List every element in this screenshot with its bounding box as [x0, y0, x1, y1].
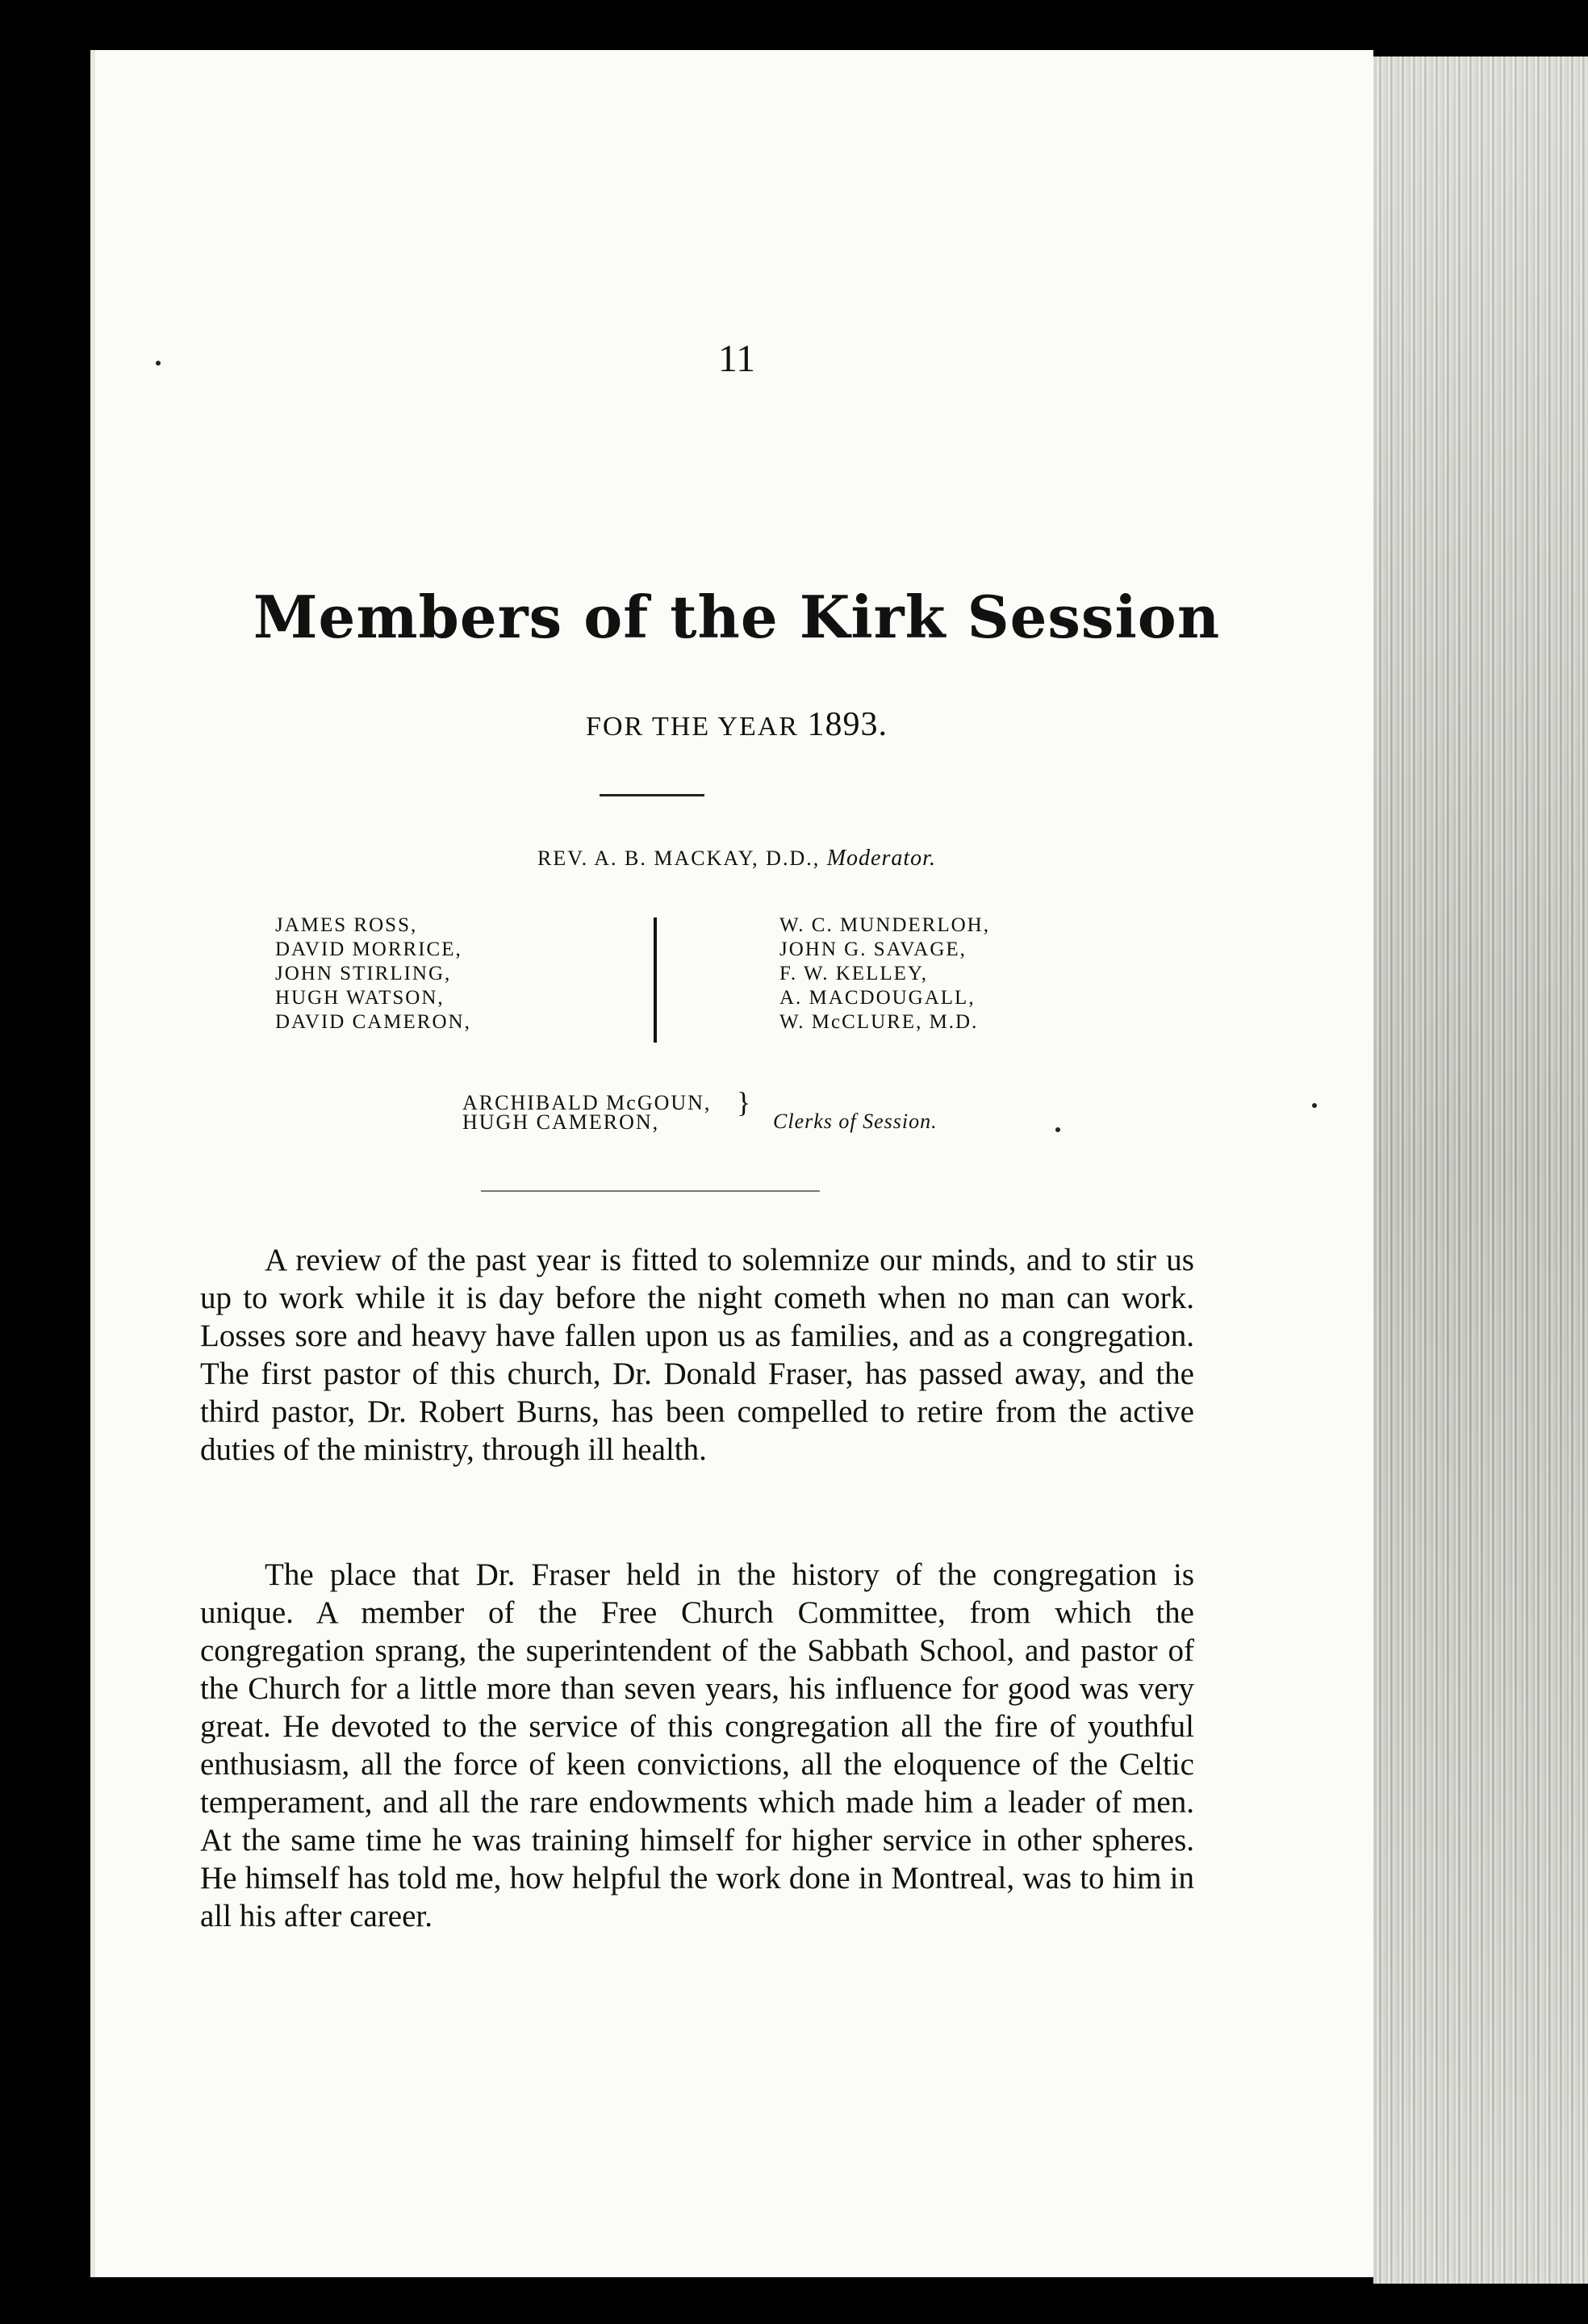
column-divider: [654, 917, 657, 1043]
divider-rule: [600, 794, 704, 796]
ink-speck: [156, 361, 161, 366]
elder-name: JOHN STIRLING,: [275, 963, 452, 984]
ink-speck: [1055, 1127, 1060, 1132]
book-page: [90, 50, 1373, 2277]
subtitle-year: 1893.: [807, 706, 888, 743]
clerk-name: ARCHIBALD McGOUN,: [462, 1091, 712, 1114]
page-title: Members of the Kirk Session: [253, 583, 1221, 651]
elder-name: HUGH WATSON,: [275, 987, 445, 1009]
clerks-names: [462, 1093, 711, 1132]
paragraph: The place that Dr. Fraser held in the history of the congregation is unique. A member of the Free Church Committee, from which the congregation sprang, the superintendent of the Sabbath School, and pastor of the Church for a little more than seven years, his influence for good was very great. He devoted to the service of this congregation all the fire of youthful enthusiasm, all the force of keen convictions, all the eloquence of the Celtic temperament, and all the rare endowments which made him a leader of men. At the same time he was training himself for higher service in other spheres. He himself has told me, how helpful the work done in Montreal, was to him in all his after career.: [200, 1557, 1194, 1933]
paragraph: A review of the past year is fitted to solemnize our minds, and to stir us up to work while it is day before the night cometh when no man can work. Losses sore and heavy have fallen upon us as families, and as a congregation. The first pastor of this church, Dr. Donald Fraser, has passed away, and the third pastor, Dr. Robert Burns, has been compelled to retire from the active duties of the ministry, through ill health.: [200, 1243, 1194, 1467]
brace-icon: }: [737, 1086, 751, 1118]
elders-right-column: [779, 913, 990, 1035]
divider-rule-lower: [481, 1190, 820, 1192]
clerk-name: HUGH CAMERON,: [462, 1110, 660, 1134]
elders-left-column: [275, 913, 471, 1035]
elder-name: JAMES ROSS,: [275, 914, 418, 936]
clerks-role: Clerks of Session.: [773, 1110, 938, 1133]
page-edges: [1373, 56, 1588, 2284]
subtitle: [95, 705, 1378, 744]
elder-name: W. C. MUNDERLOH,: [779, 914, 990, 936]
elder-name: A. MACDOUGALL,: [779, 987, 976, 1009]
subtitle-prefix: FOR THE YEAR: [586, 712, 808, 742]
ink-speck: [1312, 1103, 1317, 1108]
moderator-name: REV. A. B. MACKAY, D.D.,: [537, 846, 827, 870]
moderator-role: Moderator.: [826, 846, 936, 871]
page-number: 11: [717, 337, 756, 380]
elder-name: F. W. KELLEY,: [779, 963, 928, 984]
elder-name: JOHN G. SAVAGE,: [779, 938, 967, 960]
moderator-line: [95, 846, 1378, 872]
elder-name: W. McCLURE, M.D.: [779, 1011, 979, 1033]
elder-name: DAVID CAMERON,: [275, 1011, 471, 1033]
elder-name: DAVID MORRICE,: [275, 938, 462, 960]
